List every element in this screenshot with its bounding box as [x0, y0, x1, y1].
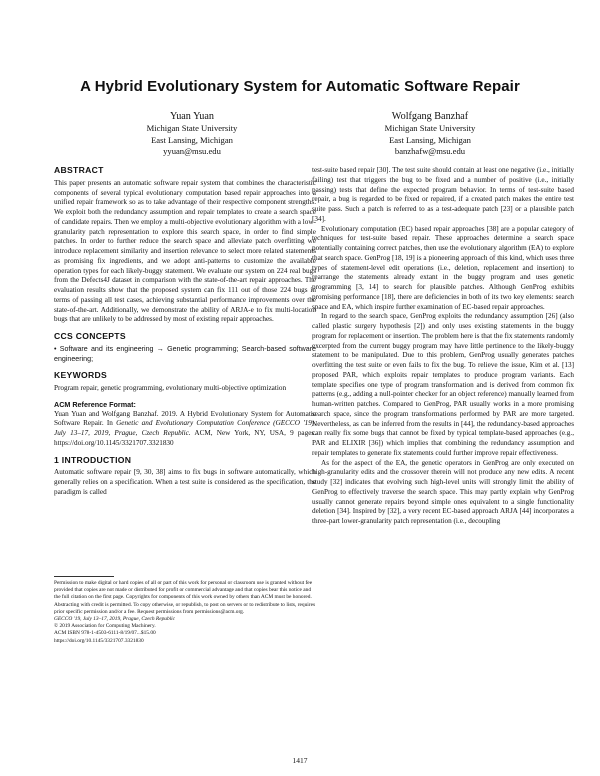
author-block-1 [77, 110, 307, 158]
doi-line: https://doi.org/10.1145/3321707.3321830 [54, 637, 144, 644]
isbn-line: ACM ISBN 978-1-4503-6111-8/19/07...$15.00 [54, 630, 156, 637]
conference-line: GECCO '19, July 13–17, 2019, Prague, Czech Republic [54, 616, 176, 623]
author-block-2 [315, 110, 545, 158]
ccs-concepts: • Software and its engineering → Genetic programming; Search-based software engineering; [54, 344, 316, 363]
author-location: East Lansing, Michigan [389, 134, 471, 145]
author-affiliation: Michigan State University [146, 123, 238, 133]
author-affiliation: Michigan State University [384, 123, 476, 133]
acm-reference-part-1: Yuan Yuan and Wolfgang Banzhaf. 2019. A Hybrid Evolutionary System for Automatic Software Repair. In [54, 409, 316, 428]
paper-title: A Hybrid Evolutionary System for Automatic Software Repair [80, 78, 520, 95]
copyright-line: © 2019 Association for Computing Machinery. [54, 623, 156, 630]
author-email: yyuan@msu.edu [163, 146, 221, 157]
body-paragraph: As for the aspect of the EA, the genetic operators in GenProg are only executed on high-granularity edits and the crossover therein will not produce any new edits. A recent study [32] indicates that evolving such high-level units will strongly limit the ability of GenProg to effectively traverse the search space. This may partly explain why GenProg usually cannot generate repairs beyond simple ones equivalent to a single functionality deletion [34]. Inspired by [32], a very recent EC-based approach ARJA [44] incorporates a three-part lower-granularity patch representation (i.e., decoupling [312, 458, 574, 525]
acm-reference-heading: ACM Reference Format: [54, 399, 136, 409]
body-paragraph: In regard to the search space, GenProg exploits the redundancy assumption [26] (also called plastic surgery hypothesis [2]) and only uses existing statements in the buggy program for replacement or insertion. The problem here is that the fix statements randomly excerpted from the current buggy program may have little pertinence to the likely-buggy statement to be manipulated. Due to this problem, GenProg usually generates patches overfitting the test suite or even fails to fix the bug. To relieve the issue, Kim et al. [13] proposed PAR, which exploits repair templates to produce program variants. Each template specifies one type of program transformation and is derived from common fix patterns (e.g., adding a null-pointer checker for an object reference) manually learned from human-written patches. Compared to GenProg, PAR usually works in a more promising search space, since the program transformations performed by PAR are more targeted. Nevertheless, as can be inferred from the results in [44], the redundancy-based approaches can really fix some bugs that cannot be fixed by typical template-based approaches (e.g., PAR and ELIXIR [36]) which implies that combining the redundancy assumption and repair templates to generate fix statements could further improve repair effectiveness. [312, 312, 574, 457]
page-number: 1417 [292, 756, 308, 765]
author-location: East Lansing, Michigan [151, 134, 233, 145]
keywords-heading: KEYWORDS [54, 370, 108, 381]
introduction-text: Automatic software repair [9, 30, 38] aims to fix bugs in software automatically, which generally relies on a specification. When a test suite is considered as the specification, the paradigm is called [54, 468, 316, 496]
acm-reference-text [54, 410, 316, 449]
body-paragraph: Evolutionary computation (EC) based repair approaches [38] are a popular category of techniques for test-suite based repair. These approaches determine a search space potentially containing correct patches, then use the evolutionary algorithm (EA) to explore that search space. GenProg [18, 19] is a pioneering approach of this kind, which uses three types of statement-level edit operations (i.e., deletion, replacement and insertion) to rearrange the statements already extant in the buggy program and uses genetic programming [3, 14] to search for plausible patches. Although GenProg exhibits promising performance [18], there are deficiencies in both of its two key elements: search space and EA, which inspire further examination of EC-based repair approaches. [312, 224, 574, 311]
left-column [54, 166, 316, 498]
body-paragraph: test-suite based repair [30]. The test suite should contain at least one negative (i.e., initially failing) test that triggers the bug to be fixed and a number of positive (i.e., initially passing) tests that define the expected program behavior. In terms of test-suite based repair, a bug is regarded to be fixed or repaired, if a created patch makes the entire test suite pass. Such a patch is referred to as a test-adequate patch [23] or a plausible patch [34]. [312, 166, 574, 223]
acm-reference-venue: Genetic and Evolutionary Computation Conference (GECCO '19), July 13–17, 2019, Prague, Czech Republic. [54, 419, 316, 437]
abstract-heading: ABSTRACT [54, 165, 104, 175]
author-name: Wolfgang Banzhaf [391, 111, 469, 122]
keywords-text: Program repair, genetic programming, evolutionary multi-objective optimization [54, 384, 287, 392]
ccs-heading: CCS CONCEPTS [54, 331, 126, 341]
acm-reference-part-2: ACM, New York, NY, USA, 9 pages. https://doi.org/10.1145/3321707.3321830 [54, 429, 316, 447]
author-name: Yuan Yuan [169, 111, 215, 122]
right-column [312, 166, 574, 527]
introduction-heading: 1 INTRODUCTION [54, 454, 132, 465]
author-email: banzhafw@msu.edu [394, 146, 466, 157]
permission-text: Permission to make digital or hard copies of all or part of this work for personal or classroom use is granted without fee provided that copies are not made or distributed for profit or commercial advantage and that copies bear this notice and the full citation on the first page. Copyrights for components of this work owned by others than ACM must be honored. Abstracting with credit is permitted. To copy otherwise, or republish, to post on servers or to redistribute to lists, requires prior specific permission and/or a fee. Request permissions from permissions@acm.org. [54, 580, 316, 615]
footnote-rule [54, 576, 114, 577]
permission-footnote [54, 576, 316, 645]
abstract-text: This paper presents an automatic software repair system that combines the characteristic components of several typical evolutionary computation based repair approaches into a unified repair framework so as to take advantage of their respective component strengths. We exploit both the redundancy assumption and repair templates to create a search space of candidate repairs. Then we employ a multi-objective evolutionary algorithm with a low-granularity patch representation to explore this search space, in order to find simple patches. In order to further reduce the search space and alleviate patch overfitting we introduce replacement similarity and insertion relevance to select more related statements as promising fix ingredients, and we adopt anti-patterns to customize the available operation types for each likely-buggy statement. We evaluate our system on 224 real bugs from the Defects4J dataset in comparison with the state-of-the-art repair approaches. The evaluation results show that the proposed system can fix 111 out of those 224 bugs in terms of passing all test cases, achieving substantial performance improvements over the state-of-the-art. Additionally, we demonstrate the ability of ARJA-e to fix multi-location bugs that are unlikely to be addressed by most of existing repair approaches. [54, 178, 316, 324]
